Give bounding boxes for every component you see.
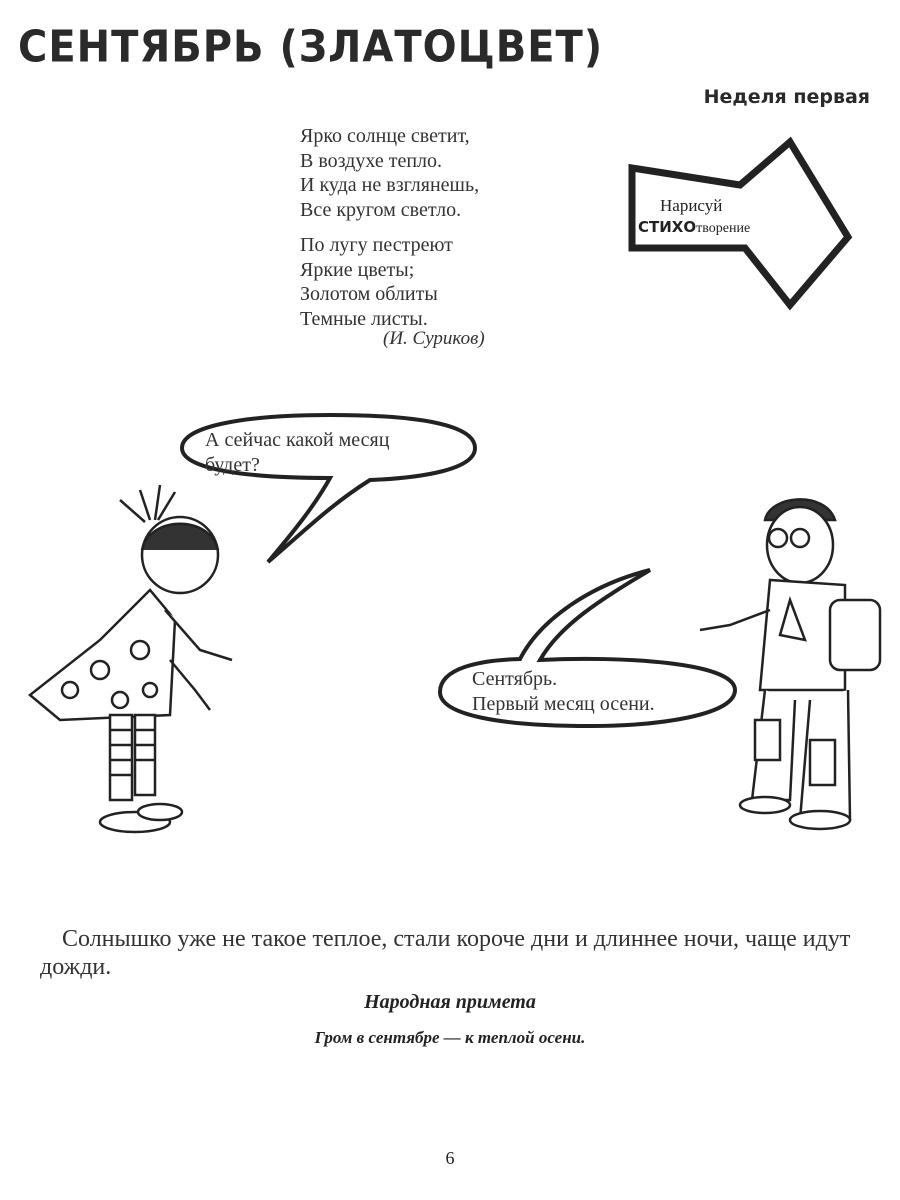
speech-line: Сентябрь. bbox=[472, 668, 558, 690]
body-paragraph: Солнышко уже не такое теплое, стали короче дни и длиннее ночи, чаще идут дожди. bbox=[40, 926, 851, 980]
poem-line: Золотом облиты bbox=[300, 283, 438, 305]
arrow-task-bold: СТИХО bbox=[638, 218, 697, 236]
poem-line: По лугу пестреют bbox=[300, 234, 453, 256]
page-number: 6 bbox=[445, 1148, 455, 1168]
girl-speech-text bbox=[205, 428, 389, 478]
arrow-task-rest: творение bbox=[696, 221, 751, 236]
arrow-task-line-2 bbox=[638, 217, 750, 237]
girl-illustration bbox=[30, 485, 232, 832]
boy-illustration bbox=[700, 499, 880, 829]
page-title: СЕНТЯБРЬ (ЗЛАТОЦВЕТ) bbox=[18, 22, 604, 73]
poem-line: Темные листы. bbox=[300, 307, 428, 330]
poem-line: И куда не взглянешь, bbox=[300, 174, 480, 196]
speech-line: Первый месяц осени. bbox=[472, 693, 655, 715]
poem-line: Ярко солнце светит, bbox=[300, 125, 470, 147]
boy-speech-text bbox=[472, 667, 655, 717]
arrow-task-line-1: Нарисуй bbox=[660, 196, 723, 215]
week-label: Неделя первая bbox=[703, 86, 870, 108]
omen-text: Гром в сентябре — к теплой осени. bbox=[314, 1028, 586, 1047]
poem-line: Все кругом светло. bbox=[300, 198, 462, 221]
poem-line: Яркие цветы; bbox=[300, 258, 415, 281]
omen-heading: Народная примета bbox=[364, 991, 536, 1013]
speech-line: А сейчас какой месяц bbox=[205, 429, 390, 451]
poem-line: В воздухе тепло. bbox=[300, 149, 443, 172]
poem-author: (И. Суриков) bbox=[383, 328, 485, 349]
speech-line: будет? bbox=[205, 454, 260, 476]
poem-stanza-2 bbox=[300, 233, 453, 331]
poem-stanza-1 bbox=[300, 124, 479, 222]
